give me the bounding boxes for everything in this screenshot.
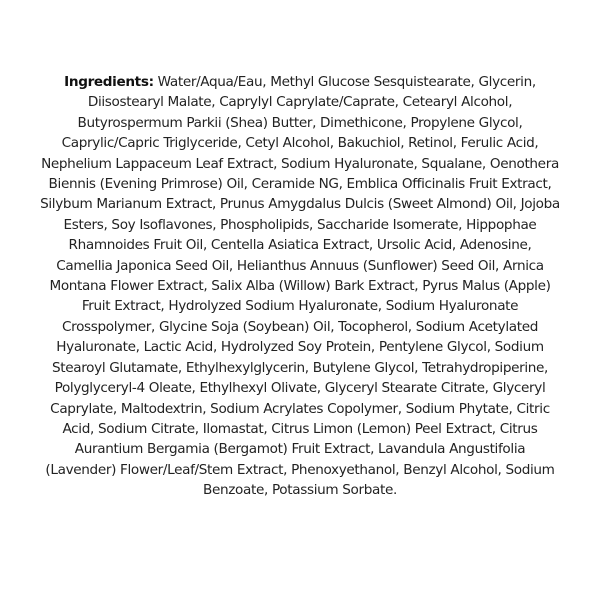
ingredients-paragraph: [40, 72, 560, 501]
ingredients-label: Ingredients:: [64, 74, 154, 90]
ingredients-list: Water/Aqua/Eau, Methyl Glucose Sesquistearate, Glycerin, Diisostearyl Malate, Caprylyl Caprylate/Caprate, Cetearyl Alcohol, Butyrospermum Parkii (Shea) Butter, Dimethicone, Propylene Glycol, Caprylic/Capric Triglyceride, Cetyl Alcohol, Bakuchiol, Retinol, Ferulic Acid, Nephelium Lappaceum Leaf Extract, Sodium Hyaluronate, Squalane, Oenothera Biennis (Evening Primrose) Oil, Ceramide NG, Emblica Officinalis Fruit Extract, Silybum Marianum Extract, Prunus Amygdalus Dulcis (Sweet Almond) Oil, Jojoba Esters, Soy Isoflavones, Phospholipids, Saccharide Isomerate, Hippophae Rhamnoides Fruit Oil, Centella Asiatica Extract, Ursolic Acid, Adenosine, Camellia Japonica Seed Oil, Helianthus Annuus (Sunflower) Seed Oil, Arnica Montana Flower Extract, Salix Alba (Willow) Bark Extract, Pyrus Malus (Apple) Fruit Extract, Hydrolyzed Sodium Hyaluronate, Sodium Hyaluronate Crosspolymer, Glycine Soja (Soybean) Oil, Tocopherol, Sodium Acetylated Hyaluronate, Lactic Acid, Hydrolyzed Soy Protein, Pentylene Glycol, Sodium Stearoyl Glutamate, Ethylhexylglycerin, Butylene Glycol, Tetrahydropiperine, Polyglyceryl-4 Oleate, Ethylhexyl Olivate, Glyceryl Stearate Citrate, Glyceryl Caprylate, Maltodextrin, Sodium Acrylates Copolymer, Sodium Phytate, Citric Acid, Sodium Citrate, Ilomastat, Citrus Limon (Lemon) Peel Extract, Citrus Aurantium Bergamia (Bergamot) Fruit Extract, Lavandula Angustifolia (Lavender) Flower/Leaf/Stem Extract, Phenoxyethanol, Benzyl Alcohol, Sodium Benzoate, Potassium Sorbate.: [40, 74, 560, 499]
